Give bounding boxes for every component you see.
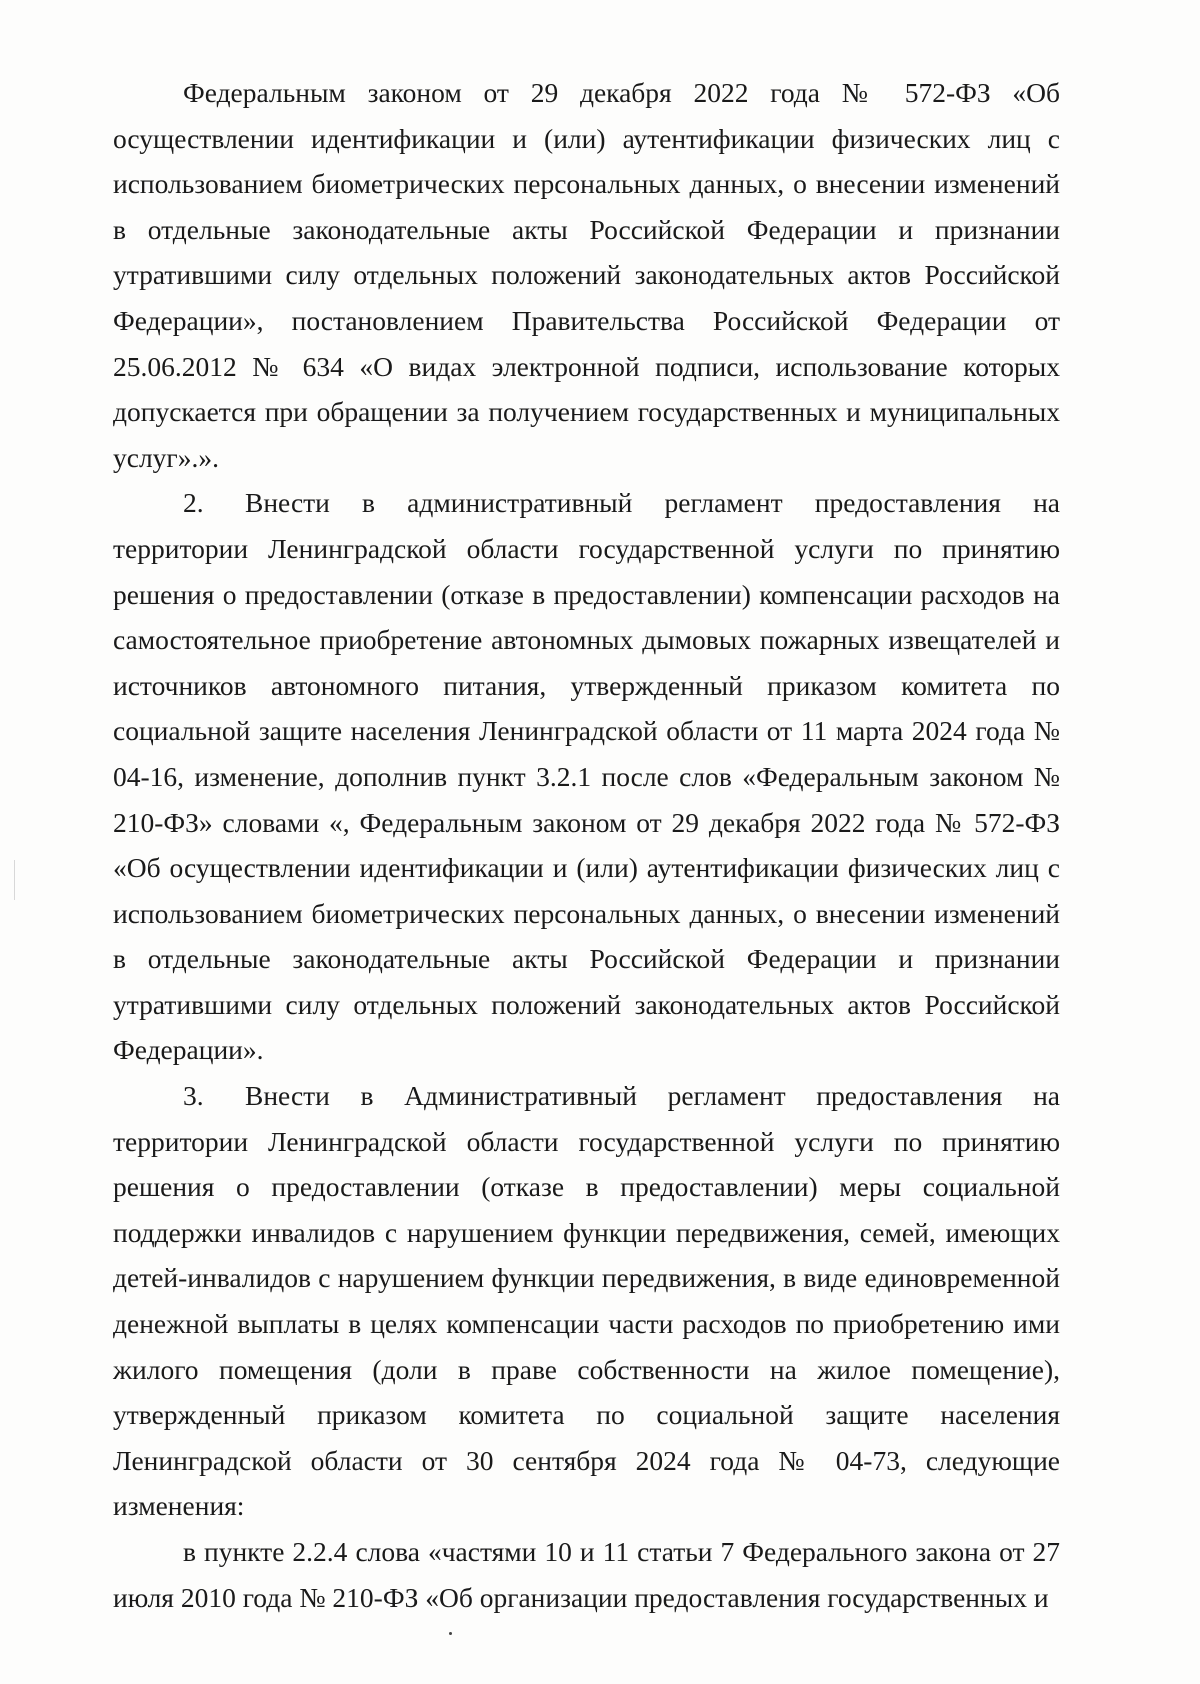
paragraph-amendment — [113, 1529, 1060, 1620]
paragraph-text: в пункте 2.2.4 слова «частями 10 и 11 статьи 7 Федерального закона от 27 июля 2010 года № 210-ФЗ «Об организации предоставления государственных и — [113, 1536, 1060, 1613]
paragraph-text: Внести в Административный регламент предоставления на территории Ленинградской области государственной услуги по принятию решения о предоставлении (отказе в предоставлении) меры социальной поддержки инвалидов с нарушением функции передвижения, семей, имеющих детей-инвалидов с нарушением функции передвижения, в виде единовременной денежной выплаты в целях компенсации части расходов по приобретению ими жилого помещения (доли в праве собственности на жилое помещение), утвержденный приказом комитета по социальной защите населения Ленинградской области от 30 сентября 2024 года № 04-73, следующие изменения: — [113, 1080, 1060, 1522]
paragraph-text: Федеральным законом от 29 декабря 2022 года № 572-ФЗ «Об осуществлении идентификации и (или) аутентификации физических лиц с использованием биометрических персональных данных, о внесении изменений в отдельные законодательные акты Российской Федерации и признании утратившими силу отдельных положений законодательных актов Российской Федерации», постановлением Правительства Российской Федерации от 25.06.2012 № 634 «О видах электронной подписи, использование которых допускается при обращении за получением государственных и муниципальных услуг».». — [113, 77, 1060, 473]
item-number: 2. — [183, 487, 204, 519]
item-number: 3. — [183, 1080, 204, 1112]
paragraph-item-2 — [113, 480, 1060, 1073]
scan-edge-mark — [14, 860, 15, 900]
scan-speck — [449, 1632, 452, 1635]
paragraph-text: Внести в административный регламент предоставления на территории Ленинградской области государственной услуги по принятию решения о предоставлении (отказе в предоставлении) компенсации расходов на самостоятельное приобретение автономных дымовых пожарных извещателей и источников автономного питания, утвержденный приказом комитета по социальной защите населения Ленинградской области от 11 марта 2024 года № 04-16, изменение, дополнив пункт 3.2.1 после слов «Федеральным законом № 210-ФЗ» словами «, Федеральным законом от 29 декабря 2022 года № 572-ФЗ «Об осуществлении идентификации и (или) аутентификации физических лиц с использованием биометрических персональных данных, о внесении изменений в отдельные законодательные акты Российской Федерации и признании утратившими силу отдельных положений законодательных актов Российской Федерации». — [113, 487, 1060, 1066]
paragraph-continuation — [113, 70, 1060, 480]
paragraph-item-3 — [113, 1073, 1060, 1529]
document-body — [113, 70, 1060, 1620]
